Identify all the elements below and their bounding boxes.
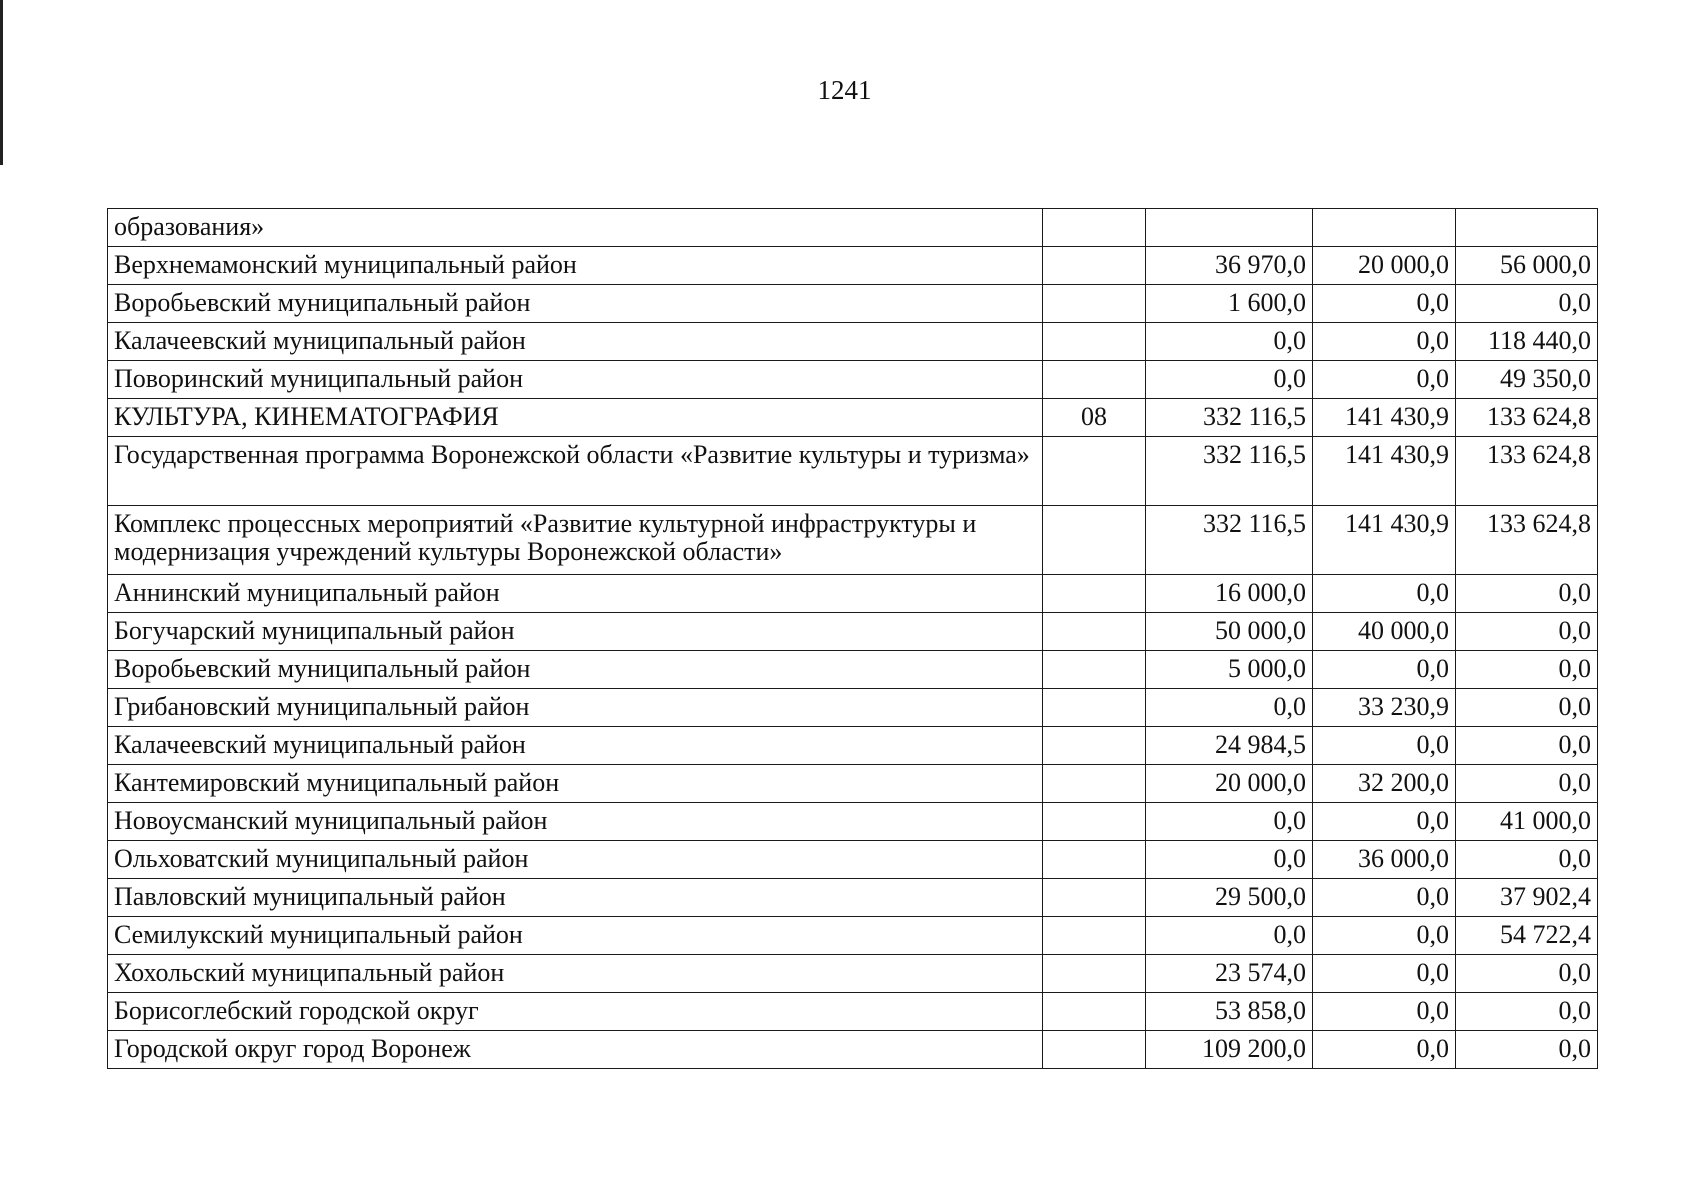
row-value-3-cell: 0,0 [1456,651,1598,689]
table-row [108,209,1598,247]
row-value-2-cell: 0,0 [1313,803,1456,841]
row-value-1-cell: 24 984,5 [1146,727,1313,765]
row-value-1-cell: 0,0 [1146,803,1313,841]
section-code-cell: 08 [1043,399,1146,437]
row-value-3-cell: 0,0 [1456,993,1598,1031]
row-value-3-cell: 0,0 [1456,841,1598,879]
row-value-3-cell: 37 902,4 [1456,879,1598,917]
row-value-3-cell: 0,0 [1456,689,1598,727]
table-row [108,841,1598,879]
row-value-3-cell: 0,0 [1456,1031,1598,1069]
table-row [108,689,1598,727]
row-value-1-cell: 332 116,5 [1146,399,1313,437]
row-value-1-cell: 0,0 [1146,323,1313,361]
row-value-2-cell: 36 000,0 [1313,841,1456,879]
row-name-cell: Калачеевский муниципальный район [108,727,1043,765]
row-code-cell [1043,955,1146,993]
row-value-1-cell: 0,0 [1146,689,1313,727]
row-value-3-cell: 0,0 [1456,613,1598,651]
table-row [108,879,1598,917]
row-name-cell: Ольховатский муниципальный район [108,841,1043,879]
row-code-cell [1043,651,1146,689]
page-number: 1241 [817,75,872,105]
row-value-2-cell: 141 430,9 [1313,437,1456,506]
table-row [108,651,1598,689]
row-value-2-cell [1313,209,1456,247]
row-code-cell [1043,247,1146,285]
row-code-cell [1043,437,1146,506]
row-value-3-cell: 0,0 [1456,575,1598,613]
row-value-1-cell: 29 500,0 [1146,879,1313,917]
row-value-2-cell: 0,0 [1313,575,1456,613]
table-row [108,323,1598,361]
row-value-2-cell: 141 430,9 [1313,506,1456,575]
table-row [108,955,1598,993]
row-value-3-cell: 0,0 [1456,727,1598,765]
row-value-1-cell: 53 858,0 [1146,993,1313,1031]
row-name-cell: Богучарский муниципальный район [108,613,1043,651]
row-value-1-cell: 50 000,0 [1146,613,1313,651]
row-name-cell: образования» [108,209,1043,247]
table-row [108,917,1598,955]
row-value-3-cell: 54 722,4 [1456,917,1598,955]
row-value-2-cell: 0,0 [1313,285,1456,323]
row-code-cell [1043,1031,1146,1069]
row-value-3-cell: 49 350,0 [1456,361,1598,399]
row-value-3-cell [1456,209,1598,247]
budget-table-body [108,209,1598,1069]
row-value-3-cell: 133 624,8 [1456,506,1598,575]
row-value-3-cell: 0,0 [1456,765,1598,803]
row-value-1-cell: 0,0 [1146,361,1313,399]
row-code-cell [1043,506,1146,575]
row-value-1-cell: 332 116,5 [1146,437,1313,506]
table-row [108,285,1598,323]
row-value-1-cell: 109 200,0 [1146,1031,1313,1069]
row-value-2-cell: 0,0 [1313,917,1456,955]
row-value-2-cell: 0,0 [1313,651,1456,689]
table-row [108,727,1598,765]
row-value-2-cell: 20 000,0 [1313,247,1456,285]
row-code-cell [1043,803,1146,841]
row-name-cell: Верхнемамонский муниципальный район [108,247,1043,285]
row-code-cell [1043,285,1146,323]
row-name-cell: Калачеевский муниципальный район [108,323,1043,361]
row-name-cell: Павловский муниципальный район [108,879,1043,917]
row-code-cell [1043,613,1146,651]
table-row [108,803,1598,841]
row-code-cell [1043,841,1146,879]
row-value-3-cell: 133 624,8 [1456,437,1598,506]
section-row [108,399,1598,437]
row-value-2-cell: 32 200,0 [1313,765,1456,803]
row-name-cell: Поворинский муниципальный район [108,361,1043,399]
row-code-cell [1043,879,1146,917]
table-row [108,993,1598,1031]
row-code-cell [1043,993,1146,1031]
row-code-cell [1043,575,1146,613]
row-value-1-cell: 5 000,0 [1146,651,1313,689]
table-row [108,613,1598,651]
row-value-1-cell: 20 000,0 [1146,765,1313,803]
row-value-1-cell: 23 574,0 [1146,955,1313,993]
row-name-cell: Воробьевский муниципальный район [108,285,1043,323]
row-value-2-cell: 40 000,0 [1313,613,1456,651]
row-name-cell: Новоусманский муниципальный район [108,803,1043,841]
section-name-cell: КУЛЬТУРА, КИНЕМАТОГРАФИЯ [108,399,1043,437]
row-code-cell [1043,361,1146,399]
row-value-1-cell: 1 600,0 [1146,285,1313,323]
row-value-2-cell: 0,0 [1313,361,1456,399]
complex-name-cell: Комплекс процессных мероприятий «Развитие культурной инфраструктуры и модернизация учреждений культуры Воронежской области» [108,506,1043,575]
row-value-1-cell [1146,209,1313,247]
row-value-2-cell: 0,0 [1313,1031,1456,1069]
row-value-2-cell: 0,0 [1313,879,1456,917]
row-value-1-cell: 16 000,0 [1146,575,1313,613]
row-value-2-cell: 33 230,9 [1313,689,1456,727]
complex-row [108,506,1598,575]
row-name-cell: Семилукский муниципальный район [108,917,1043,955]
row-name-cell: Борисоглебский городской округ [108,993,1043,1031]
row-name-cell: Хохольский муниципальный район [108,955,1043,993]
row-value-2-cell: 0,0 [1313,323,1456,361]
row-value-1-cell: 0,0 [1146,841,1313,879]
row-code-cell [1043,917,1146,955]
row-name-cell: Аннинский муниципальный район [108,575,1043,613]
table-row [108,247,1598,285]
row-value-3-cell: 0,0 [1456,285,1598,323]
table-row [108,1031,1598,1069]
row-name-cell: Кантемировский муниципальный район [108,765,1043,803]
row-value-1-cell: 332 116,5 [1146,506,1313,575]
row-value-3-cell: 41 000,0 [1456,803,1598,841]
row-code-cell [1043,323,1146,361]
row-name-cell: Воробьевский муниципальный район [108,651,1043,689]
row-code-cell [1043,209,1146,247]
row-value-1-cell: 0,0 [1146,917,1313,955]
row-value-2-cell: 0,0 [1313,955,1456,993]
row-value-2-cell: 141 430,9 [1313,399,1456,437]
table-row [108,575,1598,613]
table-row [108,765,1598,803]
row-name-cell: Грибановский муниципальный район [108,689,1043,727]
row-value-3-cell: 133 624,8 [1456,399,1598,437]
row-value-2-cell: 0,0 [1313,993,1456,1031]
row-value-3-cell: 0,0 [1456,955,1598,993]
row-value-2-cell: 0,0 [1313,727,1456,765]
budget-table [107,208,1598,1069]
table-row [108,361,1598,399]
row-code-cell [1043,689,1146,727]
row-code-cell [1043,727,1146,765]
row-code-cell [1043,765,1146,803]
row-value-3-cell: 118 440,0 [1456,323,1598,361]
row-name-cell: Городской округ город Воронеж [108,1031,1043,1069]
row-value-3-cell: 56 000,0 [1456,247,1598,285]
row-value-1-cell: 36 970,0 [1146,247,1313,285]
program-row [108,437,1598,506]
program-name-cell: Государственная программа Воронежской области «Развитие культуры и туризма» [108,437,1043,506]
